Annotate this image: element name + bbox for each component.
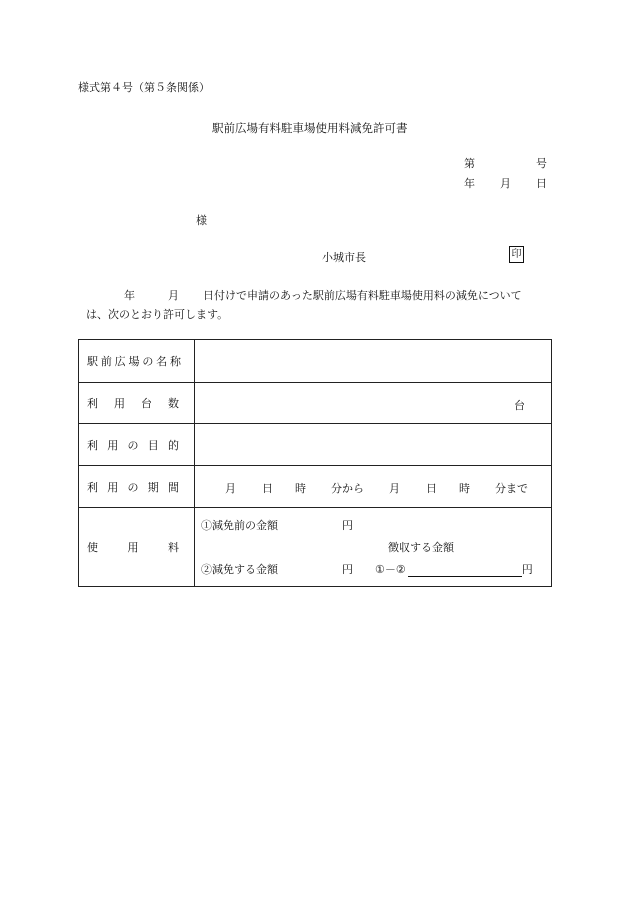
fee-before-label: ①減免前の金額 <box>201 519 278 532</box>
label-purpose <box>79 424 195 466</box>
fee-formula <box>375 561 533 577</box>
table-row-period <box>79 466 552 508</box>
period-part: 日 <box>426 482 437 495</box>
label-char: 広 <box>114 355 126 368</box>
label-char: 前 <box>100 355 112 368</box>
label-char: 台 <box>141 397 152 410</box>
table-row-purpose <box>79 424 552 466</box>
label-char: 数 <box>168 397 179 410</box>
body-line-1 <box>78 286 558 305</box>
period-part: 時 <box>459 482 470 495</box>
fee-collect-label: 徴収する金額 <box>388 541 454 554</box>
period-part: 月 <box>225 482 236 495</box>
label-char: 利 <box>87 480 98 494</box>
label-char: の <box>127 438 139 452</box>
label-char: 称 <box>169 355 181 368</box>
seal-box: 印 <box>509 246 524 263</box>
issuer-name: 小城市長 <box>322 251 366 264</box>
document-title: 駅前広場有料駐車場使用料減免許可書 <box>212 121 408 135</box>
table-row-count <box>79 383 552 424</box>
body-paragraph <box>78 286 558 324</box>
label-char: 目 <box>147 438 159 452</box>
number-go: 号 <box>536 157 547 170</box>
label-vehicle-count <box>79 383 195 424</box>
form-number-label: 様式第４号（第５条関係） <box>78 81 210 94</box>
permit-table <box>78 339 552 587</box>
value-purpose <box>195 424 552 466</box>
fee-formula-text: ①－② <box>375 563 406 576</box>
fee-result-unit: 円 <box>521 563 533 576</box>
label-char: 名 <box>156 355 168 368</box>
label-char: 用 <box>107 438 119 452</box>
fee-result-blank <box>408 564 522 577</box>
value-station-plaza-name <box>195 340 552 383</box>
value-period <box>195 466 552 508</box>
label-fee <box>79 508 195 587</box>
body-line-2: は、次のとおり許可します。 <box>86 308 229 321</box>
label-char: 間 <box>168 480 179 494</box>
label-char: 駅 <box>87 355 98 368</box>
value-vehicle-count <box>195 383 552 424</box>
label-char: 利 <box>87 397 98 410</box>
date-month: 月 <box>500 177 511 190</box>
fee-reduce-unit: 円 <box>342 563 353 576</box>
label-char: 用 <box>114 397 125 410</box>
label-char: 料 <box>168 541 179 554</box>
label-char: の <box>127 480 139 494</box>
period-part: 分から <box>331 482 364 495</box>
label-char: 的 <box>168 438 179 452</box>
fee-before-unit: 円 <box>342 519 353 532</box>
label-period <box>79 466 195 508</box>
label-char: 場 <box>128 355 140 368</box>
date-day: 日 <box>536 177 547 190</box>
number-dai: 第 <box>464 157 475 170</box>
period-part: 分まで <box>495 482 528 495</box>
count-unit: 台 <box>514 399 525 412</box>
body-line1-text: 日付けで申請のあった駅前広場有料駐車場使用料の減免について <box>203 289 522 302</box>
period-part: 月 <box>389 482 400 495</box>
value-fee <box>195 508 552 587</box>
table-row-fee <box>79 508 552 587</box>
label-station-plaza-name <box>79 340 195 383</box>
label-char: 利 <box>87 438 98 452</box>
label-char: 用 <box>107 480 119 494</box>
table-row-name <box>79 340 552 383</box>
period-part: 日 <box>262 482 273 495</box>
label-char: 期 <box>147 480 159 494</box>
fee-reduce-label: ②減免する金額 <box>201 563 278 576</box>
period-part: 時 <box>295 482 306 495</box>
label-char: の <box>142 355 154 368</box>
date-year: 年 <box>464 177 475 190</box>
body-month: 月 <box>168 289 179 302</box>
label-char: 用 <box>127 541 139 554</box>
body-year: 年 <box>124 289 135 302</box>
addressee-suffix: 様 <box>196 214 207 227</box>
label-char: 使 <box>87 541 98 554</box>
